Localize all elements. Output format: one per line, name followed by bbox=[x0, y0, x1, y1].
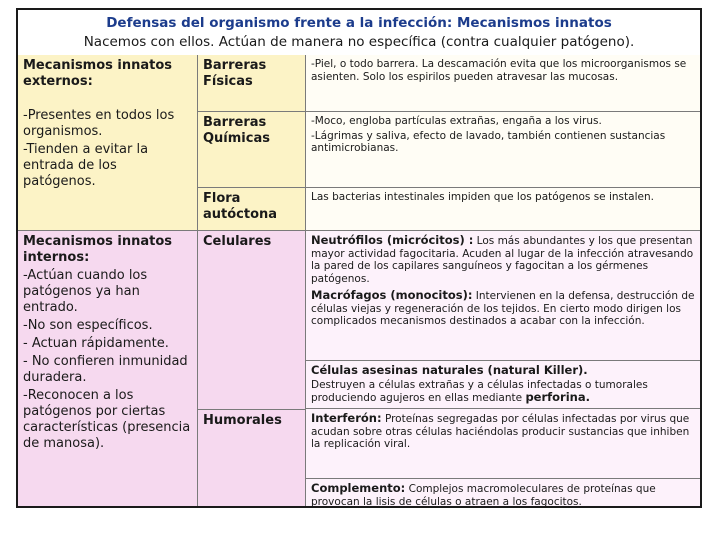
complement-title: Complemento: bbox=[311, 481, 406, 495]
macrophages-title: Macrófagos (monocitos): bbox=[311, 288, 473, 302]
external-mechanisms-cell bbox=[18, 55, 198, 231]
desc-complement bbox=[306, 479, 700, 506]
type-native-flora: Flora autóctona bbox=[198, 188, 306, 231]
desc-physical-barriers: -Piel, o todo barrera. La descamación evita que los microorganismos se asienten. Solo los espirilos pueden atravesar las mucosas. bbox=[306, 55, 700, 112]
type-humoral: Humorales bbox=[198, 409, 306, 506]
page-subtitle: Nacemos con ellos. Actúan de manera no específica (contra cualquier patógeno). bbox=[83, 34, 635, 50]
header bbox=[18, 10, 700, 54]
internal-heading: Mecanismos innatos internos: bbox=[23, 234, 173, 265]
slide-frame bbox=[16, 8, 702, 508]
page-title: Defensas del organismo frente a la infección: Mecanismos innatos bbox=[106, 15, 612, 31]
internal-note: - No confieren inmunidad duradera. bbox=[23, 354, 188, 385]
external-note: -Presentes en todos los organismos. bbox=[23, 108, 175, 139]
internal-note: -Reconocen a los patógenos por ciertas características (presencia de manosa). bbox=[23, 388, 191, 451]
interferon-title: Interferón: bbox=[311, 411, 382, 425]
external-note: -Tienden a evitar la entrada de los patógenos. bbox=[23, 142, 149, 189]
desc-mucus: -Moco, engloba partículas extrañas, engaña a los virus. bbox=[311, 115, 602, 127]
desc-neutrophils-macrophages bbox=[306, 231, 700, 361]
neutrophils-title: Neutrófilos (micrócitos) : bbox=[311, 233, 474, 247]
desc-native-flora: Las bacterias intestinales impiden que los patógenos se instalen. bbox=[306, 188, 700, 231]
desc-natural-killer bbox=[306, 361, 700, 409]
defense-table bbox=[18, 55, 700, 506]
internal-note: -No son específicos. bbox=[23, 318, 153, 333]
internal-note: -Actúan cuando los patógenos ya han entrado. bbox=[23, 268, 148, 315]
neutrophils-text: Los más abundantes y los que presentan mayor actividad fagocitaria. Acuden al lugar de la infección atravesando la pared de los capilares sanguíneos y fagocitan a los gérmenes patógenos. bbox=[311, 235, 694, 285]
type-physical-barriers: Barreras Físicas bbox=[198, 55, 306, 112]
interferon-text: Proteínas segregadas por células infectadas por virus que acudan sobre otras células haciéndolas producir sustancias que inhiben la replicación viral. bbox=[311, 413, 690, 450]
complement-text: Complejos macromoleculares de proteínas que provocan la lisis de células o atraen a los fagocitos. bbox=[311, 483, 656, 506]
nk-text: Destruyen a células extrañas y a células infectadas o tumorales produciendo agujeros en ellas mediante bbox=[311, 378, 648, 404]
desc-chemical-barriers bbox=[306, 112, 700, 188]
type-chemical-barriers: Barreras Químicas bbox=[198, 112, 306, 188]
type-cellular: Celulares bbox=[198, 231, 306, 479]
desc-tears-saliva: -Lágrimas y saliva, efecto de lavado, también contienen sustancias antimicrobianas. bbox=[311, 129, 666, 154]
desc-interferon bbox=[306, 409, 700, 479]
nk-perforin: perforina. bbox=[525, 390, 590, 404]
internal-mechanisms-cell bbox=[18, 231, 198, 506]
macrophages-text: Intervienen en la defensa, destrucción de células viejas y regeneración de los tejidos. En cierto modo dirigen los complicados mecanismos destinados a acabar con la infección. bbox=[311, 290, 695, 327]
nk-title: Células asesinas naturales (natural Killer). bbox=[311, 363, 588, 377]
external-heading: Mecanismos innatos externos: bbox=[23, 58, 173, 89]
internal-note: - Actuan rápidamente. bbox=[23, 336, 169, 351]
